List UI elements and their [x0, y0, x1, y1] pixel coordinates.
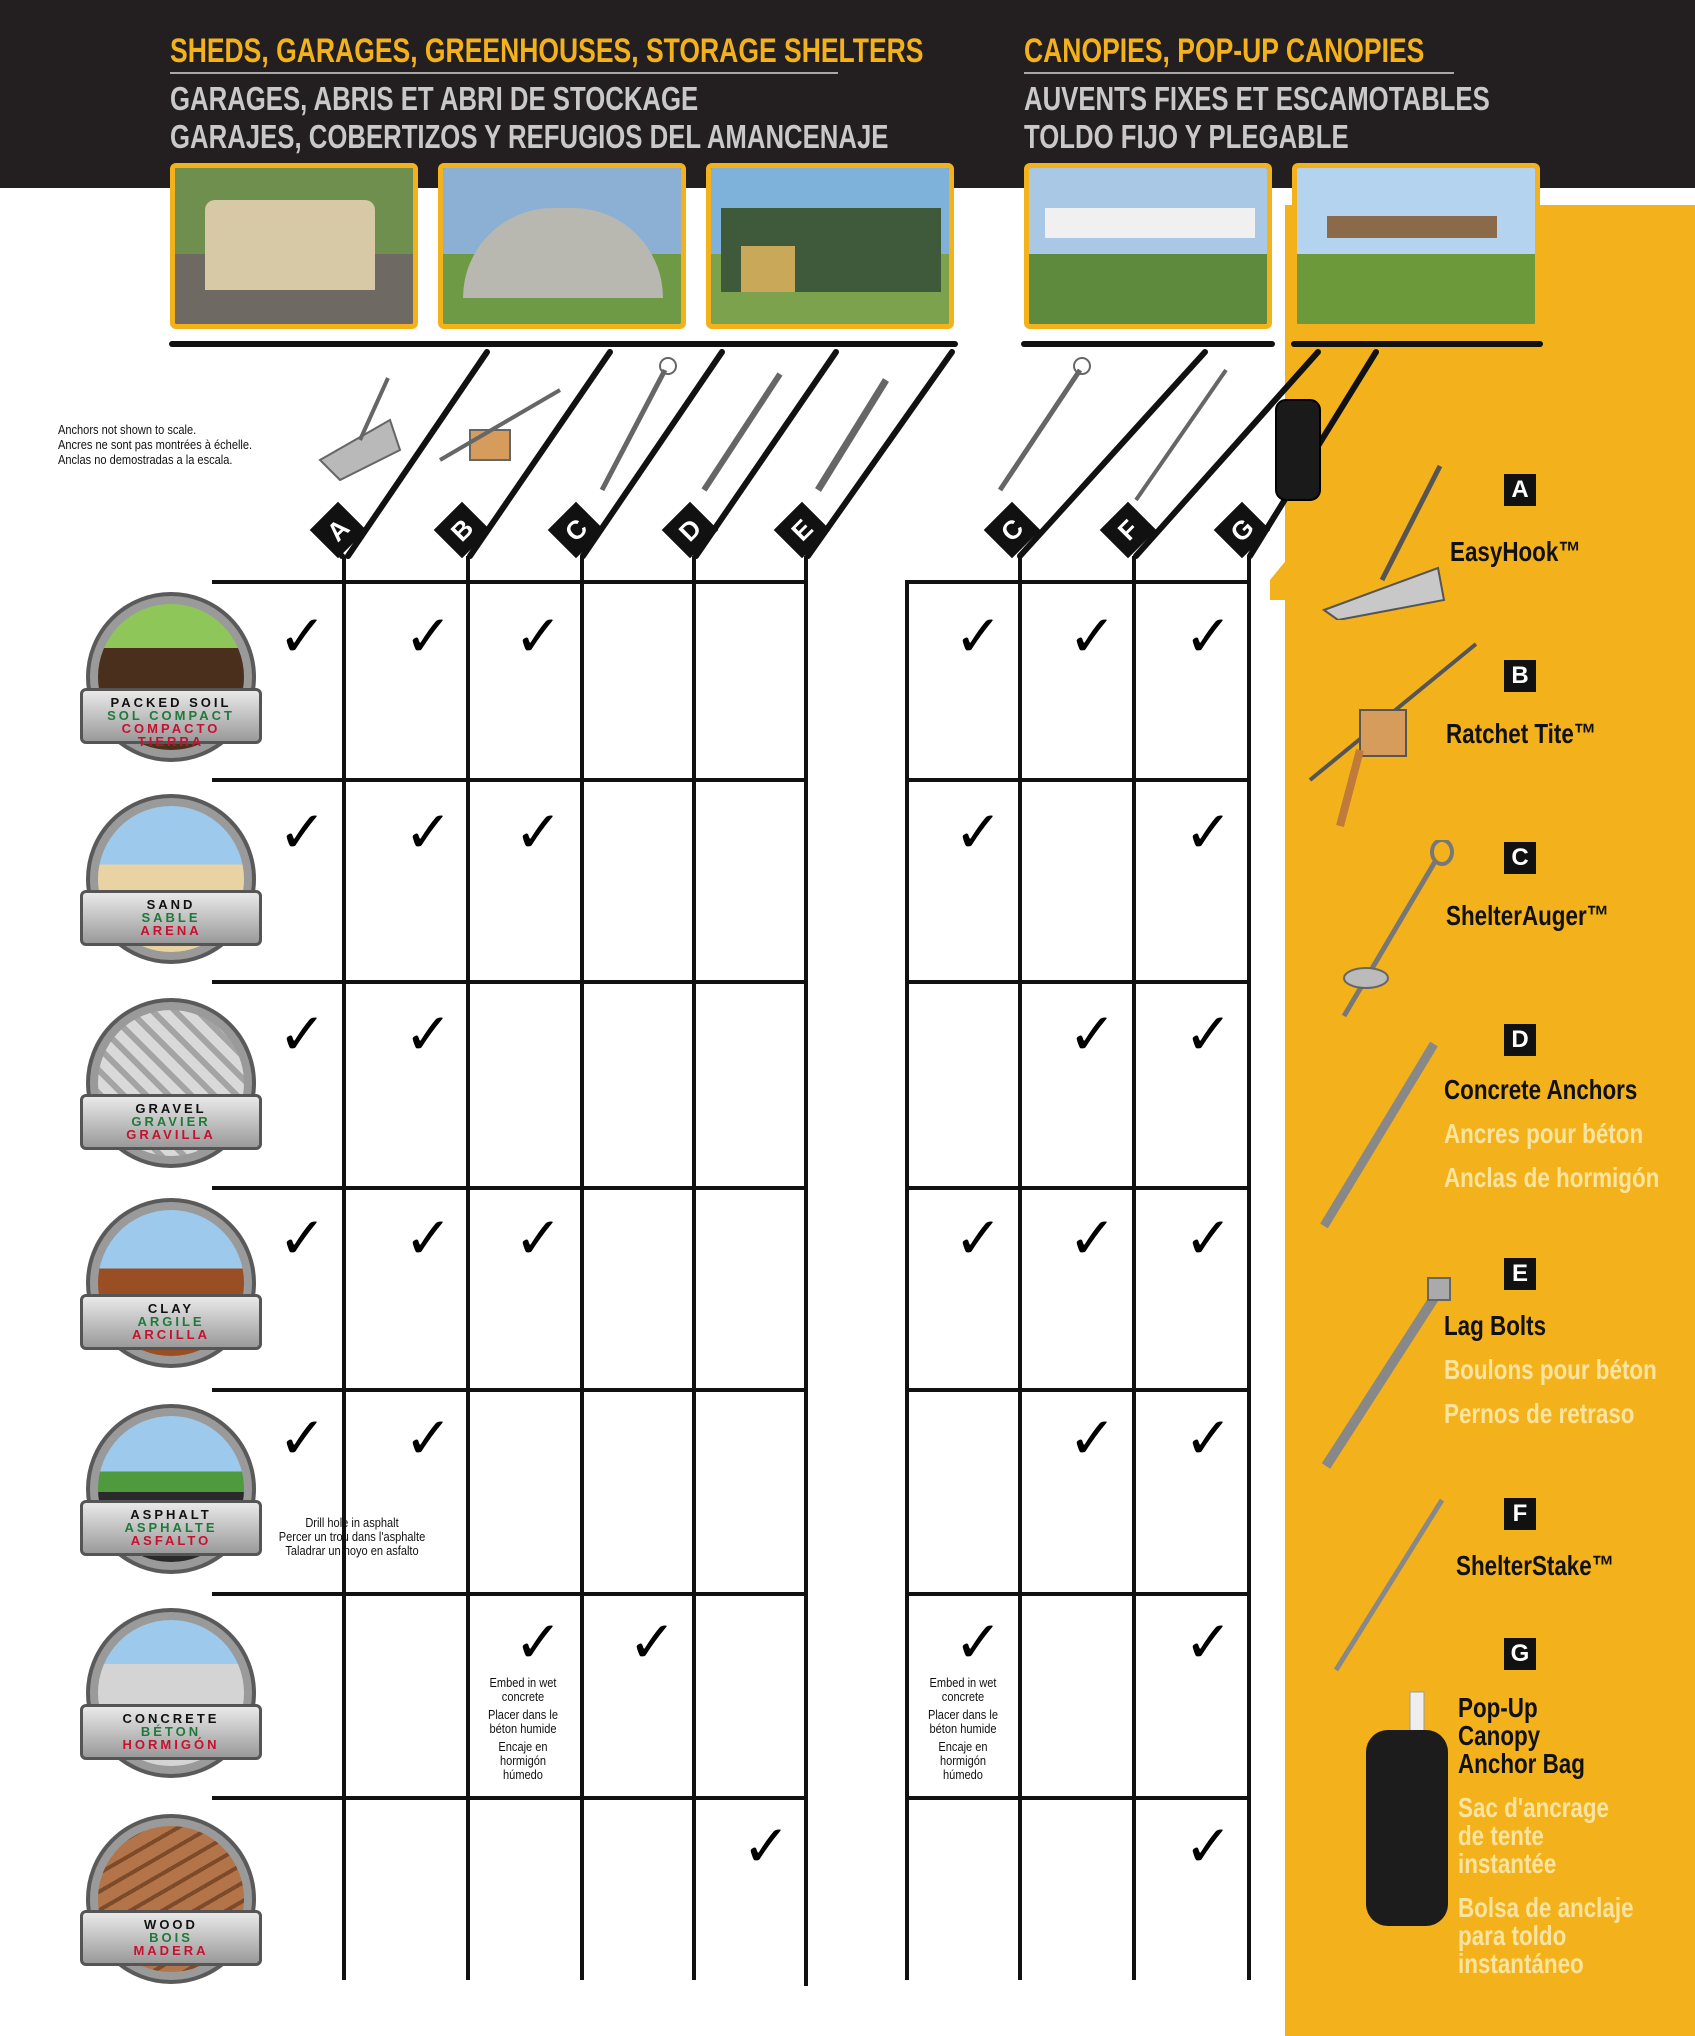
note-line: Placer dans le [927, 1707, 999, 1722]
legend-name-a: EasyHook™ [1450, 536, 1581, 567]
check-mark: ✓ [1184, 1406, 1233, 1471]
note-line: Embed in wet [929, 1675, 997, 1690]
header-banner [0, 0, 1695, 188]
legend-name-f: ShelterStake™ [1456, 1550, 1615, 1581]
note-line: béton humide [929, 1721, 997, 1736]
note-line: béton humide [489, 1721, 557, 1736]
scale-note [58, 422, 252, 467]
legend-name-c: ShelterAuger™ [1446, 900, 1610, 931]
check-mark: ✓ [278, 1406, 327, 1471]
photo-popup-canopy [1292, 163, 1540, 329]
surface-badge-packed-soil [86, 592, 256, 762]
legend-name-b: Ratchet Tite™ [1446, 718, 1597, 749]
check-mark: ✓ [1184, 800, 1233, 865]
anchor-bag-icon [1362, 1690, 1452, 1930]
right-section-title: CANOPIES, POP-UP CANOPIES [1024, 32, 1425, 70]
photo-round-shelter [438, 163, 686, 329]
note-line: concrete [501, 1689, 545, 1704]
check-mark: ✓ [404, 1206, 453, 1271]
legend-es-g-1: Bolsa de anclaje [1458, 1892, 1634, 1923]
surface-label-fr: SOL COMPACT [107, 708, 235, 723]
surface-label-en: ASPHALT [130, 1507, 212, 1522]
note-line: Embed in wet [489, 1675, 557, 1690]
legend-letter-f: F [1504, 1498, 1536, 1530]
left-subtitle-fr: GARAGES, ABRIS ET ABRI DE STOCKAGE [170, 80, 699, 117]
surface-label-fr: SABLE [141, 910, 201, 925]
asphalt-note-en: Drill hole in asphalt [305, 1515, 399, 1530]
scale-note-fr: Ancres ne sont pas montrées à échelle. [58, 437, 253, 452]
check-mark: ✓ [1184, 1610, 1233, 1675]
surface-badge-gravel [86, 998, 256, 1168]
note-line: Encaje en [938, 1739, 988, 1754]
surface-label-fr: BOIS [149, 1930, 193, 1945]
right-subtitle-fr: AUVENTS FIXES ET ESCAMOTABLES [1024, 80, 1490, 117]
check-mark: ✓ [1184, 1206, 1233, 1271]
check-mark: ✓ [278, 604, 327, 669]
check-mark: ✓ [1068, 1406, 1117, 1471]
surface-badge-clay [86, 1198, 256, 1368]
surface-label-fr: ARGILE [137, 1314, 205, 1329]
column-tag-g: G [1214, 502, 1271, 559]
check-mark: ✓ [1184, 604, 1233, 669]
check-mark: ✓ [278, 1206, 327, 1271]
column-tag-f: F [1100, 502, 1157, 559]
legend-letter-b: B [1504, 660, 1536, 692]
column-tag-a: A [310, 502, 367, 559]
legend-letter-d: D [1504, 1024, 1536, 1056]
surface-label-es: COMPACTO TIERRA [121, 721, 221, 749]
check-mark: ✓ [954, 800, 1003, 865]
surface-label-en: GRAVEL [135, 1101, 207, 1116]
check-mark: ✓ [954, 604, 1003, 669]
legend-fr-g-1: Sac d'ancrage [1458, 1792, 1610, 1823]
photo-garage-shelter [170, 163, 418, 329]
surface-label-en: CLAY [147, 1301, 195, 1316]
surface-label-en: WOOD [144, 1917, 198, 1932]
check-mark: ✓ [1068, 1002, 1117, 1067]
check-mark: ✓ [954, 1610, 1003, 1675]
right-title-rule [1024, 72, 1454, 74]
surface-label-es: MADERA [133, 1943, 209, 1958]
column-tag-c: C [548, 502, 605, 559]
check-mark: ✓ [742, 1814, 791, 1879]
concrete-note-c [478, 1676, 568, 1782]
surface-label-fr: GRAVIER [131, 1114, 211, 1129]
left-subtitle-es: GARAJES, COBERTIZOS Y REFUGIOS DEL AMANCENAJE [170, 118, 889, 155]
surface-label-es: ARENA [140, 923, 202, 938]
surface-badge-concrete [86, 1608, 256, 1778]
legend-name-g-3: Anchor Bag [1458, 1748, 1585, 1779]
check-mark: ✓ [628, 1610, 677, 1675]
legend-es-g-3: instantáneo [1458, 1948, 1584, 1979]
surface-label-fr: ASPHALTE [124, 1520, 218, 1535]
check-mark: ✓ [278, 1002, 327, 1067]
legend-es-e: Pernos de retraso [1444, 1398, 1635, 1429]
surface-label-es: ASFALTO [130, 1533, 212, 1548]
check-mark: ✓ [1068, 604, 1117, 669]
scale-note-es: Anclas no demostradas a la escala. [58, 452, 233, 467]
legend-name-g-1: Pop-Up [1458, 1692, 1538, 1723]
note-line: Placer dans le [487, 1707, 559, 1722]
concrete-note-c2 [918, 1676, 1008, 1782]
legend-es-g-2: para toldo [1458, 1920, 1567, 1951]
easyhook-icon [1318, 460, 1448, 620]
asphalt-note-es: Taladrar un hoyo en asfalto [285, 1543, 419, 1558]
check-mark: ✓ [278, 800, 327, 865]
surface-label-en: SAND [146, 897, 196, 912]
note-line: húmedo [943, 1767, 983, 1782]
legend-fr-g-2: de tente [1458, 1820, 1544, 1851]
legend-fr-g-3: instantée [1458, 1848, 1557, 1879]
column-tag-c2: C [984, 502, 1041, 559]
check-mark: ✓ [514, 1610, 563, 1675]
surface-badge-wood [86, 1814, 256, 1984]
legend-name-d: Concrete Anchors [1444, 1074, 1638, 1105]
legend-name-e: Lag Bolts [1444, 1310, 1547, 1341]
check-mark: ✓ [404, 604, 453, 669]
note-line: húmedo [503, 1767, 543, 1782]
note-line: Encaje en [498, 1739, 548, 1754]
legend-fr-e: Boulons pour béton [1444, 1354, 1657, 1385]
surface-badge-asphalt [86, 1404, 256, 1574]
legend-es-d: Anclas de hormigón [1444, 1162, 1660, 1193]
concrete-anchor-icon [1310, 1040, 1440, 1230]
check-mark: ✓ [1184, 1814, 1233, 1879]
legend-letter-c: C [1504, 842, 1536, 874]
lag-bolt-icon [1316, 1276, 1456, 1472]
check-mark: ✓ [1184, 1002, 1233, 1067]
surface-label-fr: BÉTON [140, 1724, 202, 1739]
legend-name-g-2: Canopy [1458, 1720, 1541, 1751]
asphalt-note [267, 1516, 437, 1558]
left-section-title: SHEDS, GARAGES, GREENHOUSES, STORAGE SHELTERS [170, 32, 924, 70]
column-tag-b: B [434, 502, 491, 559]
legend-letter-e: E [1504, 1258, 1536, 1290]
column-tag-e: E [774, 502, 831, 559]
shelterstake-icon [1326, 1494, 1456, 1674]
column-tag-d: D [662, 502, 719, 559]
note-line: concrete [941, 1689, 985, 1704]
check-mark: ✓ [404, 800, 453, 865]
check-mark: ✓ [1068, 1206, 1117, 1271]
right-subtitle-es: TOLDO FIJO Y PLEGABLE [1024, 118, 1349, 155]
check-mark: ✓ [404, 1406, 453, 1471]
surface-label-es: ARCILLA [131, 1327, 211, 1342]
surface-label-en: PACKED SOIL [110, 695, 232, 710]
asphalt-note-fr: Percer un trou dans l'asphalte [278, 1529, 426, 1544]
surface-badge-sand [86, 794, 256, 964]
note-line: hormigón [939, 1753, 987, 1768]
surface-label-en: CONCRETE [122, 1711, 220, 1726]
check-mark: ✓ [514, 1206, 563, 1271]
legend-fr-d: Ancres pour béton [1444, 1118, 1644, 1149]
note-line: hormigón [499, 1753, 547, 1768]
check-mark: ✓ [514, 800, 563, 865]
left-title-rule [170, 72, 838, 74]
check-mark: ✓ [404, 1002, 453, 1067]
check-mark: ✓ [954, 1206, 1003, 1271]
photo-barn-shelter [706, 163, 954, 329]
legend-letter-g: G [1504, 1638, 1536, 1670]
surface-label-es: GRAVILLA [126, 1127, 216, 1142]
check-mark: ✓ [514, 604, 563, 669]
photo-canopy [1024, 163, 1272, 329]
surface-label-es: HORMIGÓN [122, 1737, 220, 1752]
scale-note-en: Anchors not shown to scale. [58, 422, 197, 437]
legend-letter-a: A [1504, 474, 1536, 506]
